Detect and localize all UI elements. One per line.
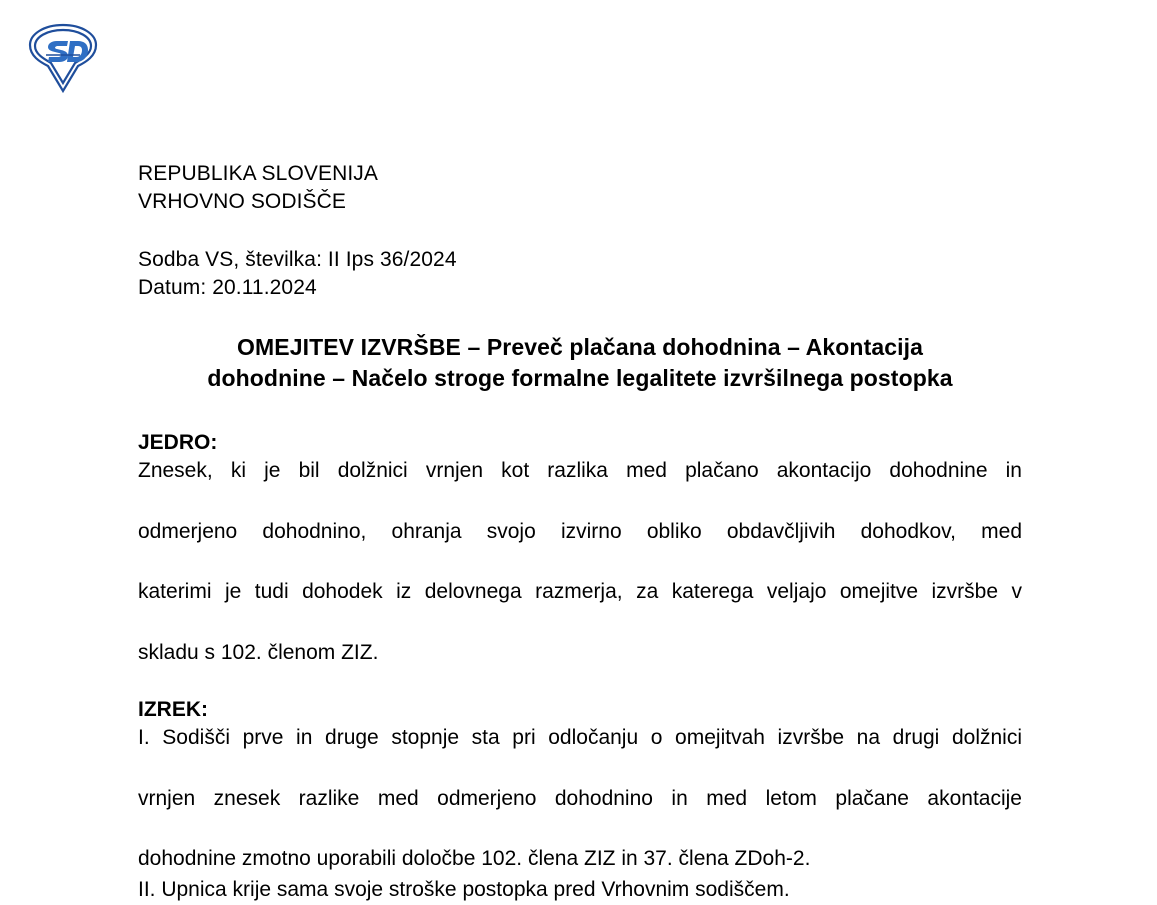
section-izrek-line-2: vrnjen znesek razlike med odmerjeno dohodnino in med letom plačane akontacije bbox=[138, 786, 1022, 810]
section-izrek-line-1: I. Sodišči prve in druge stopnje sta pri odločanju o omejitvah izvršbe na drugi dolžnici bbox=[138, 726, 1022, 750]
section-jedro bbox=[138, 429, 1022, 668]
section-jedro-body bbox=[138, 456, 1022, 668]
section-jedro-heading: JEDRO: bbox=[138, 431, 218, 455]
document-title-line-2: dohodnine – Načelo stroge formalne legalitete izvršilnega postopka bbox=[207, 365, 953, 392]
case-meta-block bbox=[138, 246, 1022, 302]
section-jedro-line-4: skladu s 102. členom ZIZ. bbox=[138, 640, 379, 664]
section-jedro-line-2: odmerjeno dohodnino, ohranja svojo izvirno obliko obdavčljivih dohodkov, med bbox=[138, 519, 1022, 543]
court-logo bbox=[24, 22, 102, 94]
section-jedro-line-1: Znesek, ki je bil dolžnici vrnjen kot razlika med plačano akontacijo dohodnine in bbox=[138, 459, 1022, 483]
section-izrek-line-3: dohodnine zmotno uporabili določbe 102. člena ZIZ in 37. člena ZDoh-2. bbox=[138, 847, 811, 871]
section-izrek-heading: IZREK: bbox=[138, 698, 208, 722]
document-title-line-1: OMEJITEV IZVRŠBE – Preveč plačana dohodnina – Akontacija bbox=[237, 333, 923, 360]
document-body bbox=[138, 160, 1022, 905]
country-name: REPUBLIKA SLOVENIJA bbox=[138, 162, 378, 185]
case-number: Sodba VS, številka: II Ips 36/2024 bbox=[138, 247, 457, 271]
section-izrek-body bbox=[138, 723, 1022, 904]
section-izrek-line-4: II. Upnica krije sama svoje stroške postopka pred Vrhovnim sodiščem. bbox=[138, 877, 790, 901]
section-izrek bbox=[138, 696, 1022, 905]
section-jedro-line-3: katerimi je tudi dohodek iz delovnega razmerja, za katerega veljajo omejitve izvršbe v bbox=[138, 580, 1022, 604]
court-name: VRHOVNO SODIŠČE bbox=[138, 189, 347, 213]
document-title bbox=[138, 332, 1022, 395]
organisation-block bbox=[138, 160, 1022, 216]
case-date: Datum: 20.11.2024 bbox=[138, 275, 317, 299]
